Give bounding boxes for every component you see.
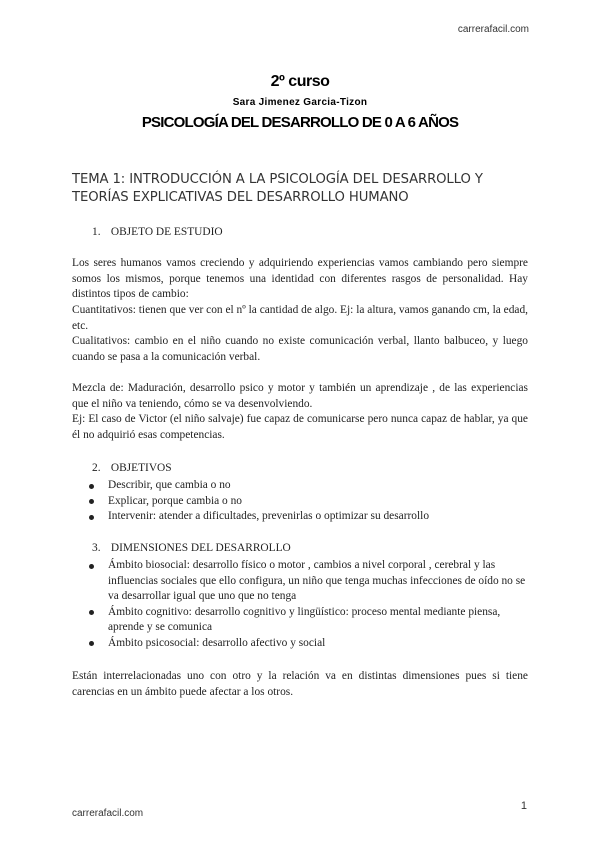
- course-heading: 2º curso: [270, 73, 330, 90]
- section-number: 1.: [92, 226, 101, 238]
- list-item: Ámbito psicosocial: desarrollo afectivo y social: [72, 636, 528, 652]
- page-number: 1: [520, 800, 527, 812]
- bullet-icon: [89, 499, 94, 504]
- paragraph-closing: Están interrelacionadas uno con otro y la relación va en distintas dimensiones pues si tiene carencias en un ámbito puede afectar a los otros.: [72, 670, 528, 698]
- paragraph-cuantitativos: Cuantitativos: tienen que ver con el nº la cantidad de algo. Ej: la altura, vamos ganando cm, la edad, etc.: [72, 304, 528, 332]
- dimensiones-list: [72, 558, 528, 652]
- list-item: Ámbito cognitivo: desarrollo cognitivo y lingüístico: proceso mental mediante piensa, aprende y se comunica: [72, 605, 528, 636]
- objetivos-list: [72, 478, 528, 525]
- paragraph-ejemplo-victor: Ej: El caso de Victor (el niño salvaje) fue capaz de comunicarse pero nunca capaz de hablar, ya que él no adquirió esas competencias.: [72, 413, 528, 441]
- list-item: Describir, que cambia o no: [72, 478, 528, 494]
- subject-title: PSICOLOGÍA DEL DESARROLLO DE 0 A 6 AÑOS: [141, 114, 459, 131]
- author-name: Sara Jimenez Garcia-Tizon: [232, 97, 368, 108]
- section-objetivos-heading: [92, 462, 172, 474]
- tema-title: TEMA 1: INTRODUCCIÓN A LA PSICOLOGÍA DEL DESARROLLO Y TEORÍAS EXPLICATIVAS DEL DESARROLLO HUMANO: [72, 172, 483, 205]
- section-title: DIMENSIONES DEL DESARROLLO: [110, 542, 291, 554]
- section-title: OBJETIVOS: [110, 462, 172, 474]
- bullet-icon: [89, 641, 94, 646]
- list-item: Intervenir: atender a dificultades, prevenirlas o optimizar su desarrollo: [72, 509, 528, 525]
- bullet-icon: [89, 610, 94, 615]
- bullet-icon: [89, 564, 94, 569]
- list-item: Explicar, porque cambia o no: [72, 494, 528, 510]
- list-item: Ámbito biosocial: desarrollo físico o motor , cambios a nivel corporal , cerebral y las influencias sociales que ello configura, un niño que tenga muchas infecciones de oído no se va desarrollar igual que uno que no tenga: [72, 558, 528, 605]
- section-number: 3.: [92, 542, 101, 554]
- section-objeto-heading: [92, 226, 223, 238]
- watermark-top: carrerafacil.com: [457, 24, 529, 35]
- paragraph-cualitativos: Cualitativos: cambio en el niño cuando no existe comunicación verbal, llanto balbuceo, y luego cuando se pasa a la comunicación verbal.: [72, 335, 528, 363]
- paragraph-intro: Los seres humanos vamos creciendo y adquiriendo experiencias vamos cambiando pero siempre somos los mismos, porque tenemos una identidad con diferentes rasgos de personalidad. Hay distintos tipos de cambio:: [72, 257, 528, 301]
- section-dimensiones-heading: [92, 542, 291, 554]
- watermark-bottom: carrerafacil.com: [72, 808, 144, 819]
- section-number: 2.: [92, 462, 101, 474]
- bullet-icon: [89, 484, 94, 489]
- section-title: OBJETO DE ESTUDIO: [110, 226, 223, 238]
- paragraph-mezcla: Mezcla de: Maduración, desarrollo psico y motor y también un aprendizaje , de las experiencias que el niño va teniendo, cómo se va desenvolviendo.: [72, 382, 528, 410]
- bullet-icon: [89, 515, 94, 520]
